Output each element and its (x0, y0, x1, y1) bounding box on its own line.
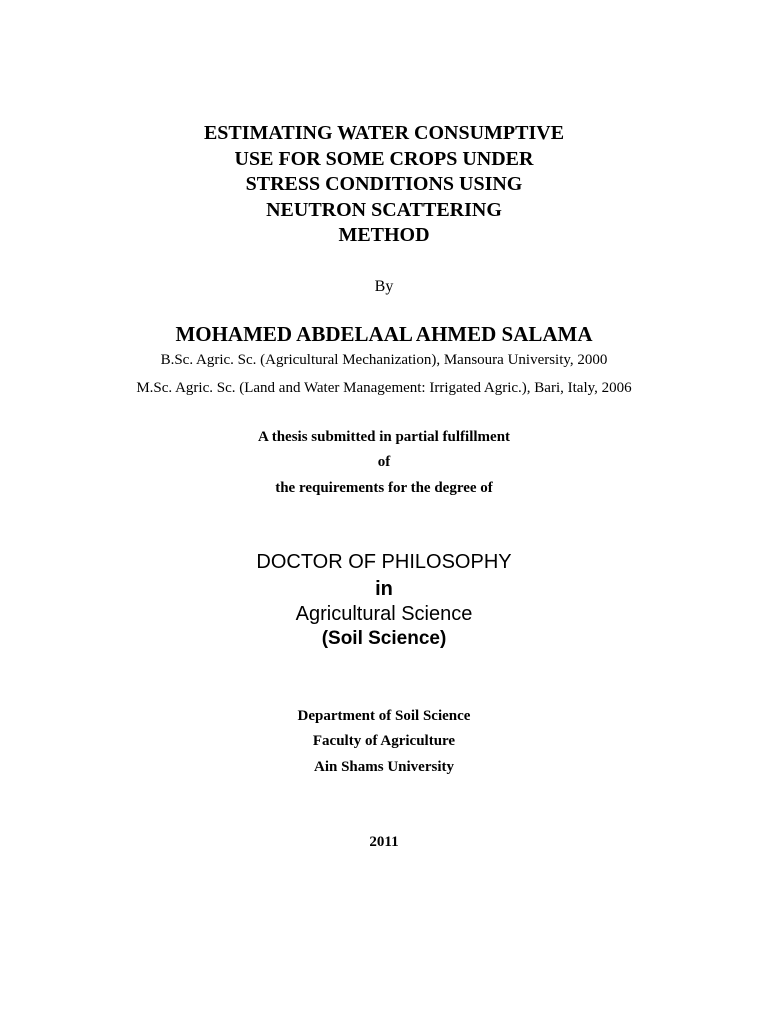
thesis-title-line-1: ESTIMATING WATER CONSUMPTIVE (203, 122, 565, 144)
thesis-title-line-4: NEUTRON SCATTERING (266, 199, 502, 221)
thesis-title-line-3: STRESS CONDITIONS USING (245, 173, 523, 195)
thesis-title-line-2: USE FOR SOME CROPS UNDER (234, 148, 534, 170)
faculty-name: Faculty of Agriculture (312, 733, 456, 749)
submission-statement-line-3: the requirements for the degree of (275, 480, 493, 496)
author-credential-bsc: B.Sc. Agric. Sc. (Agricultural Mechanization), Mansoura University, 2000 (160, 352, 608, 368)
university-name: Ain Shams University (313, 759, 455, 775)
degree-connector: in (375, 578, 393, 600)
degree-title: DOCTOR OF PHILOSOPHY (256, 551, 512, 573)
by-label: By (374, 278, 394, 295)
degree-specialization: (Soil Science) (321, 628, 447, 649)
author-name: MOHAMED ABDELAAL AHMED SALAMA (175, 322, 593, 346)
submission-year: 2011 (369, 834, 399, 850)
degree-field: Agricultural Science (295, 603, 473, 625)
thesis-title-line-5: METHOD (338, 224, 430, 246)
submission-statement-line-2: of (377, 454, 391, 470)
author-credential-msc: M.Sc. Agric. Sc. (Land and Water Management: Irrigated Agric.), Bari, Italy, 2006 (136, 380, 632, 396)
submission-statement-line-1: A thesis submitted in partial fulfillment (257, 429, 511, 445)
department-name: Department of Soil Science (297, 708, 471, 724)
